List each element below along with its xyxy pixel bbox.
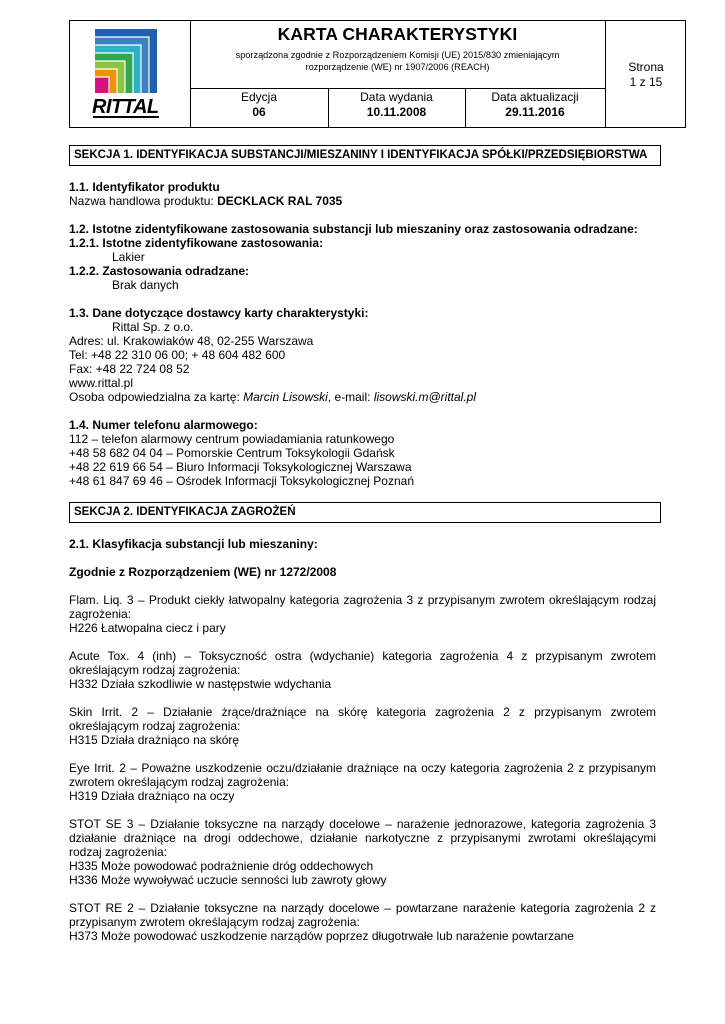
- update-date-value: 29.11.2016: [505, 105, 565, 119]
- hazard-statement: H332 Działa szkodliwie w następstwie wdychania: [69, 677, 332, 691]
- classification-text: rodzaj zagrożenia:: [69, 845, 168, 859]
- supplier-address: Adres: ul. Krakowiaków 48, 02-255 Warszawa: [69, 334, 314, 348]
- classification-text: określającym rodzaj zagrożenia:: [69, 663, 241, 677]
- supplier-phone: Tel: +48 22 310 06 00; + 48 604 482 600: [69, 348, 286, 362]
- classification-text: określającym rodzaj zagrożenia:: [69, 719, 241, 733]
- classification-text: działanie drażniące na drogi oddechowe, działanie narkotyczne z przypisanymi zwrotami określającymi: [69, 831, 656, 845]
- emergency-phone-line: 112 – telefon alarmowy centrum powiadamiania ratunkowego: [69, 432, 395, 446]
- subsection-title: 1.2.2. Zastosowania odradzane:: [69, 264, 250, 278]
- regulation-title: Zgodnie z Rozporządzeniem (WE) nr 1272/2008: [69, 565, 337, 579]
- document-header: [69, 20, 686, 128]
- issue-date-label: Data wydania: [360, 90, 433, 104]
- email-link[interactable]: lisowski.m@rittal.pl: [373, 390, 477, 404]
- responsible-person-line: [69, 390, 476, 404]
- email-label: , e-mail:: [327, 390, 374, 404]
- subtitle-line: sporządzona zgodnie z Rozporządzeniem Komisji (UE) 2015/830 zmieniającym: [235, 50, 560, 60]
- page-label: Strona: [628, 60, 664, 74]
- responsible-person-label: Osoba odpowiedzialna za kartę:: [69, 390, 244, 404]
- emergency-phone-line: +48 61 847 69 46 – Ośrodek Informacji Toksykologicznej Poznań: [69, 474, 414, 488]
- subsection-title: 1.1. Identyfikator produktu: [69, 180, 220, 194]
- subsection-title: 1.2. Istotne zidentyfikowane zastosowania substancji lub mieszaniny oraz zastosowania odradzane:: [69, 222, 638, 236]
- section-heading: SEKCJA 2. IDENTYFIKACJA ZAGROŻEŃ: [69, 502, 661, 523]
- subsection-title: 1.2.1. Istotne zidentyfikowane zastosowania:: [69, 236, 324, 250]
- subsection-title: 1.3. Dane dotyczące dostawcy karty charakterystyki:: [69, 306, 369, 320]
- issue-date-cell: [328, 88, 465, 128]
- subsection-title: 1.4. Numer telefonu alarmowego:: [69, 418, 258, 432]
- classification-text: Flam. Liq. 3 – Produkt ciekły łatwopalny kategoria zagrożenia 3 z przypisanym zwrotem określającym rodzaj: [69, 593, 656, 607]
- identified-use-value: Lakier: [112, 250, 145, 264]
- hazard-statement: H315 Działa drażniąco na skórę: [69, 733, 240, 747]
- advised-against-value: Brak danych: [112, 278, 179, 292]
- trade-name-line: [69, 194, 342, 208]
- hazard-statement: H335 Może powodować podrażnienie dróg oddechowych: [69, 859, 374, 873]
- supplier-fax: Fax: +48 22 724 08 52: [69, 362, 190, 376]
- hazard-statement: H226 Łatwopalna ciecz i pary: [69, 621, 226, 635]
- page-indicator: [605, 60, 687, 90]
- supplier-website-link[interactable]: www.rittal.pl: [69, 376, 134, 390]
- trade-name-value: DECKLACK RAL 7035: [217, 194, 343, 208]
- classification-text: Skin Irrit. 2 – Działanie żrące/drażniące na skórę kategoria zagrożenia 2 z przypisanym zwrotem: [69, 705, 656, 719]
- rittal-logo: [93, 27, 159, 120]
- classification-text: zagrożenia:: [69, 607, 132, 621]
- logo-underline: [93, 116, 159, 118]
- hazard-statement: H336 Może wywoływać uczucie senności lub zawroty głowy: [69, 873, 387, 887]
- classification-text: przypisanym zwrotem określającym rodzaj zagrożenia:: [69, 915, 360, 929]
- subtitle-line: rozporządzenie (WE) nr 1907/2006 (REACH): [305, 61, 490, 72]
- emergency-phone-line: +48 58 682 04 04 – Pomorskie Centrum Toksykologii Gdańsk: [69, 446, 395, 460]
- responsible-person-name: Marcin Lisowski: [243, 390, 328, 404]
- update-date-label: Data aktualizacji: [491, 90, 579, 104]
- edition-value: 06: [252, 105, 266, 119]
- subsection-title: 2.1. Klasyfikacja substancji lub mieszaniny:: [69, 537, 318, 551]
- classification-text: STOT SE 3 – Działanie toksyczne na narządy docelowe – narażenie jednorazowe, kategoria zagrożenia 3: [69, 817, 656, 831]
- supplier-company: Rittal Sp. z o.o.: [112, 320, 194, 334]
- classification-text: zwrotem określającym rodzaj zagrożenia:: [69, 775, 290, 789]
- classification-text: Eye Irrit. 2 – Poważne uszkodzenie oczu/działanie drażniące na oczy kategoria zagrożenia 2 z przypisanym: [69, 761, 656, 775]
- update-date-cell: [465, 88, 605, 128]
- hazard-statement: H319 Działa drażniąco na oczy: [69, 789, 235, 803]
- section-heading: SEKCJA 1. IDENTYFIKACJA SUBSTANCJI/MIESZANINY I IDENTYFIKACJA SPÓŁKI/PRZEDSIĘBIORSTWA: [69, 145, 661, 166]
- edition-label: Edycja: [240, 90, 278, 104]
- page-number: 1 z 15: [629, 75, 663, 89]
- classification-text: STOT RE 2 – Działanie toksyczne na narządy docelowe – powtarzane narażenie kategoria zagrożenia 2 z: [69, 901, 656, 915]
- classification-text: Acute Tox. 4 (inh) – Toksyczność ostra (wdychanie) kategoria zagrożenia 4 z przypisanym zwrotem: [69, 649, 656, 663]
- document-subtitle: [210, 50, 585, 73]
- issue-date-value: 10.11.2008: [366, 105, 427, 119]
- emergency-phone-line: +48 22 619 66 54 – Biuro Informacji Toksykologicznej Warszawa: [69, 460, 412, 474]
- logo-wordmark: RITTAL: [92, 96, 159, 118]
- trade-name-label: Nazwa handlowa produktu:: [69, 194, 218, 208]
- edition-cell: [190, 88, 328, 128]
- hazard-statement: H373 Może powodować uszkodzenie narządów poprzez długotrwałe lub narażenie powtarzane: [69, 929, 574, 943]
- document-title: KARTA CHARAKTERYSTYKI: [277, 24, 518, 44]
